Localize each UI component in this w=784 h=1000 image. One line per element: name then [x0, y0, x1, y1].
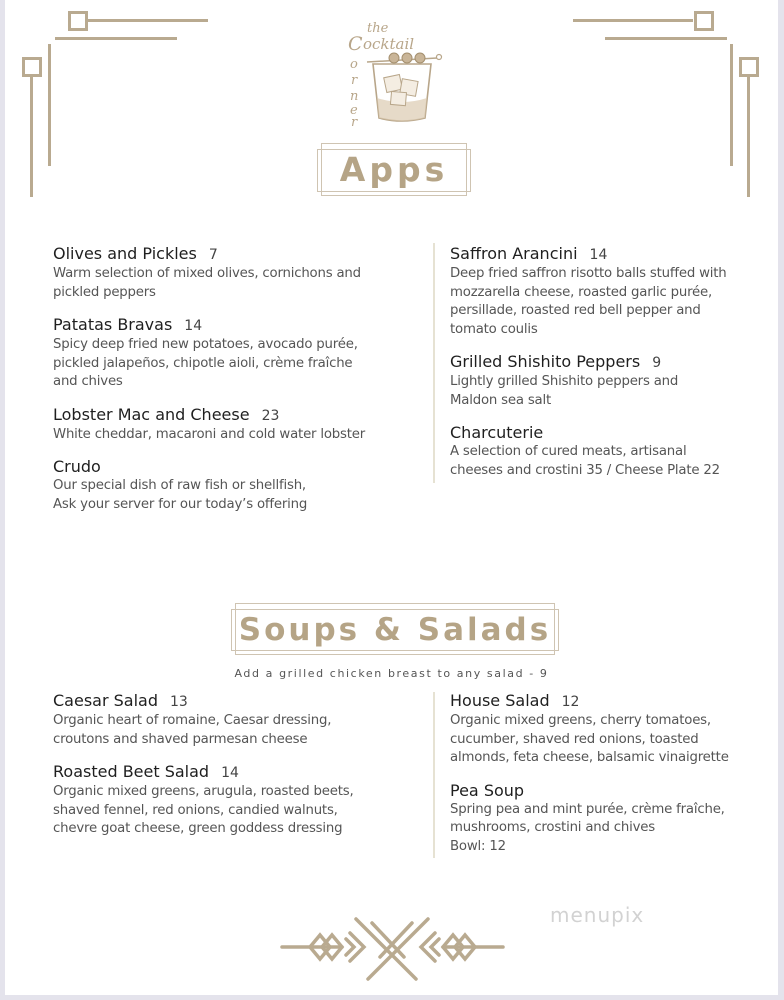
item-description: Organic heart of romaine, Caesar dressing, croutons and shaved parmesan cheese — [53, 713, 332, 747]
section-title-soups-salads: Soups & Salads — [238, 612, 552, 648]
menu-item — [450, 244, 770, 339]
soups-left-column — [53, 691, 423, 852]
menu-item — [53, 457, 413, 514]
svg-text:the: the — [367, 21, 389, 36]
menu-item — [53, 405, 413, 445]
menu-item — [53, 762, 423, 839]
svg-text:ocktail: ocktail — [363, 35, 415, 53]
svg-text:n: n — [350, 89, 359, 104]
item-description: Spicy deep fried new potatoes, avocado purée, pickled jalapeños, chipotle aioli, crème fraîche and chives — [53, 337, 358, 389]
item-price: 7 — [208, 247, 218, 263]
apps-right-column — [450, 244, 770, 493]
menu-page — [5, 0, 778, 995]
item-name: Olives and Pickles — [53, 244, 197, 263]
item-price: 12 — [561, 694, 580, 710]
item-price: 14 — [221, 765, 239, 781]
item-name: Saffron Arancini — [450, 244, 578, 263]
menu-item — [450, 352, 770, 410]
item-description: Spring pea and mint purée, crème fraîche, mushrooms, crostini and chives Bowl: 12 — [450, 801, 725, 854]
apps-title-box — [321, 143, 467, 196]
menu-item — [53, 244, 413, 302]
item-description: Lightly grilled Shishito peppers and Maldon sea salt — [450, 374, 679, 408]
menu-item — [450, 423, 770, 480]
item-name: Crudo — [53, 457, 101, 476]
item-description: Organic mixed greens, arugula, roasted beets, shaved fennel, red onions, candied walnuts, chevre goat cheese, green goddess dressing — [53, 784, 354, 836]
item-name: Grilled Shishito Peppers — [450, 352, 641, 371]
menu-item — [450, 691, 770, 768]
column-divider — [433, 243, 435, 483]
soups-right-column — [450, 691, 770, 869]
item-description: Warm selection of mixed olives, cornichons and pickled peppers — [53, 266, 361, 300]
item-name: Caesar Salad — [53, 691, 158, 710]
menu-item — [53, 691, 423, 749]
item-price: 13 — [170, 694, 188, 710]
item-price: 23 — [261, 407, 280, 424]
svg-text:e: e — [350, 103, 358, 118]
item-description: Organic mixed greens, cherry tomatoes, cucumber, shaved red onions, toasted almonds, feta cheese, balsamic vinaigrette — [450, 713, 729, 765]
column-divider — [433, 692, 435, 858]
bottom-ornament-icon — [280, 915, 505, 985]
svg-text:C: C — [348, 33, 363, 55]
item-price: 14 — [184, 318, 203, 334]
item-name: Roasted Beet Salad — [53, 762, 210, 781]
cocktail-glass-icon — [345, 18, 450, 128]
menupix-watermark: menupix — [550, 903, 645, 927]
item-description: White cheddar, macaroni and cold water lobster — [53, 426, 365, 442]
item-description: Our special dish of raw fish or shellfish, Ask your server for our today’s offering — [53, 478, 308, 512]
cocktail-corner-logo — [345, 18, 450, 128]
apps-left-column — [53, 244, 413, 527]
soups-salads-title-box — [235, 603, 555, 655]
svg-text:r: r — [351, 73, 358, 88]
item-name: Charcuterie — [450, 423, 544, 442]
menu-item — [53, 315, 413, 392]
item-name: Patatas Bravas — [53, 315, 173, 334]
svg-text:r: r — [351, 115, 358, 128]
item-name: House Salad — [450, 691, 550, 710]
item-name: Pea Soup — [450, 780, 525, 800]
svg-text:o: o — [350, 57, 358, 72]
section-title-apps: Apps — [339, 150, 449, 189]
item-price: 14 — [589, 247, 608, 263]
menu-item — [450, 781, 770, 857]
item-description: Deep fried saffron risotto balls stuffed with mozzarella cheese, roasted garlic purée, persillade, roasted red bell pepper and tomato coulis — [450, 266, 727, 337]
item-price: 9 — [652, 355, 662, 371]
salad-addon-note: Add a grilled chicken breast to any salad - 9 — [234, 667, 549, 680]
item-name: Lobster Mac and Cheese — [53, 404, 250, 424]
item-description: A selection of cured meats, artisanal cheeses and crostini 35 / Cheese Plate 22 — [450, 444, 720, 478]
